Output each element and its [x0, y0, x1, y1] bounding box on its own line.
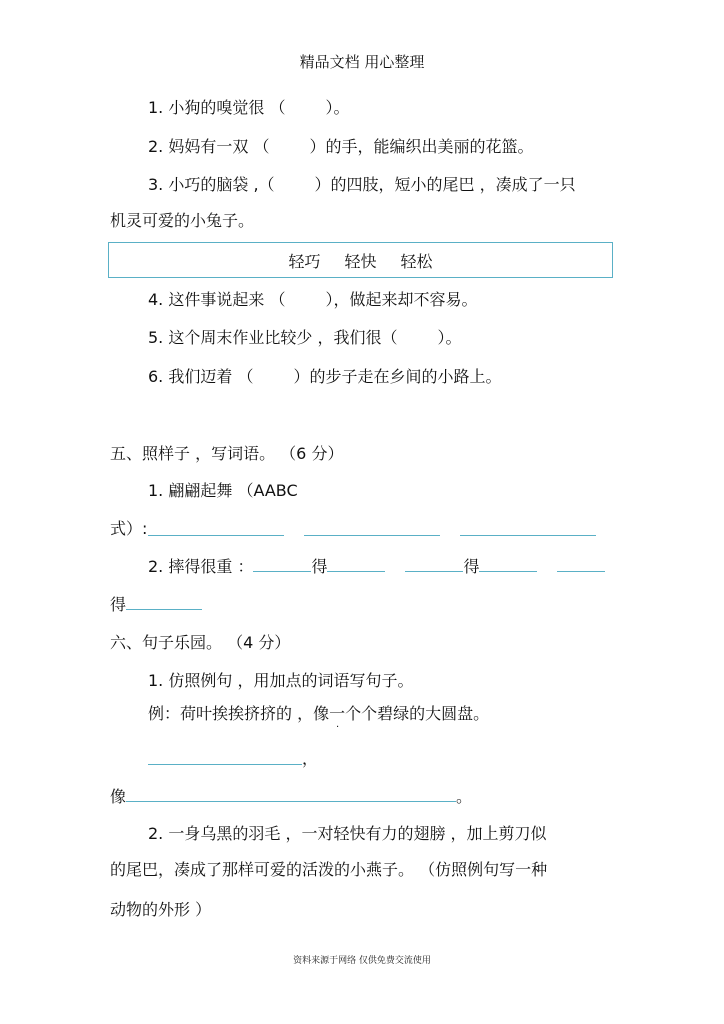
question-4	[148, 289, 477, 311]
question-5	[148, 327, 461, 349]
answer-line-sentence-2[interactable]	[126, 787, 456, 802]
period: 。	[456, 787, 473, 806]
de-line-continued	[110, 594, 202, 616]
answer-line-de-1[interactable]	[253, 557, 311, 572]
question-6-end: ）的步子走在乡间的小路上。	[293, 367, 502, 386]
example-sentence: 例：荷叶挨挨挤挤的 ，像一个个碧绿的大圆盘。	[148, 704, 490, 723]
question-3	[148, 174, 576, 196]
page-footer: 资料来源于网络 仅供免费交流使用	[293, 956, 431, 966]
word-option-3: 轻松	[400, 251, 433, 271]
answer-line-sentence-1[interactable]	[148, 764, 302, 765]
answer-line-de-4[interactable]	[479, 557, 537, 572]
section-6-question-1: 1. 仿照例句 ，用加点的词语写句子。	[148, 671, 414, 690]
comma: ，	[302, 749, 319, 768]
section-5-question-2-label: 2. 摔得很重 ：	[148, 557, 254, 576]
section-5-title: 五、照样子 ，写词语。 （6 分）	[110, 444, 344, 463]
section-6-question-2-line-3: 动物的外形 ）	[110, 900, 212, 919]
de-char: 得	[110, 595, 127, 614]
page-header: 精品文档 用心整理	[299, 53, 425, 71]
word-option-1: 轻巧	[288, 251, 321, 271]
answer-line-de-3[interactable]	[405, 557, 463, 572]
question-1-end: ）。	[325, 98, 350, 117]
xiang-char: 像	[110, 787, 127, 806]
answer-line-aabc-2[interactable]	[304, 535, 440, 536]
section-6-question-2: 2. 一身乌黑的羽毛 ，一对轻快有力的翅膀 ，加上剪刀似	[148, 824, 547, 843]
answer-line-de-5[interactable]	[557, 557, 605, 572]
answer-line-aabc-1[interactable]	[148, 535, 284, 536]
xiang-line	[110, 786, 472, 808]
answer-line-de-2[interactable]	[327, 557, 385, 572]
section-5-question-1: 1. 翩翩起舞 （AABC	[148, 481, 298, 500]
de-char: 得	[463, 557, 480, 576]
section-6-title: 六、句子乐园。 （4 分）	[110, 633, 291, 652]
question-2-end: ）的手，能编织出美丽的花篮。	[309, 137, 534, 156]
question-2-text: 2. 妈妈有一双 （	[148, 137, 270, 156]
emphasis-dot: ·	[336, 722, 340, 733]
question-4-end: ），做起来却不容易。	[325, 290, 478, 309]
de-char: 得	[311, 557, 328, 576]
question-1-text: 1. 小狗的嗅觉很 （	[148, 98, 286, 117]
section-6-question-2-line-2: 的尾巴，凑成了那样可爱的活泼的小燕子。 （仿照例句写一种	[110, 860, 548, 879]
question-5-end: ）。	[437, 328, 462, 347]
answer-line-aabc-3[interactable]	[460, 535, 596, 536]
question-3-text: 3. 小巧的脑袋 ,（	[148, 175, 275, 194]
question-3-continued: 机灵可爱的小兔子。	[110, 211, 255, 230]
question-3-end: ）的四肢，短小的尾巴 ，凑成了一只	[314, 175, 576, 194]
question-1	[148, 97, 349, 119]
word-option-2: 轻快	[344, 251, 377, 271]
answer-line-de-6[interactable]	[126, 595, 202, 610]
question-5-text: 5. 这个周末作业比较少 ，我们很（	[148, 328, 398, 347]
section-5-question-1-continued: 式）:	[110, 519, 148, 538]
question-4-text: 4. 这件事说起来 （	[148, 290, 286, 309]
question-2	[148, 136, 533, 158]
question-6	[148, 366, 501, 388]
word-options-box	[108, 242, 613, 278]
question-6-text: 6. 我们迈着 （	[148, 367, 254, 386]
section-5-question-2	[148, 556, 605, 578]
